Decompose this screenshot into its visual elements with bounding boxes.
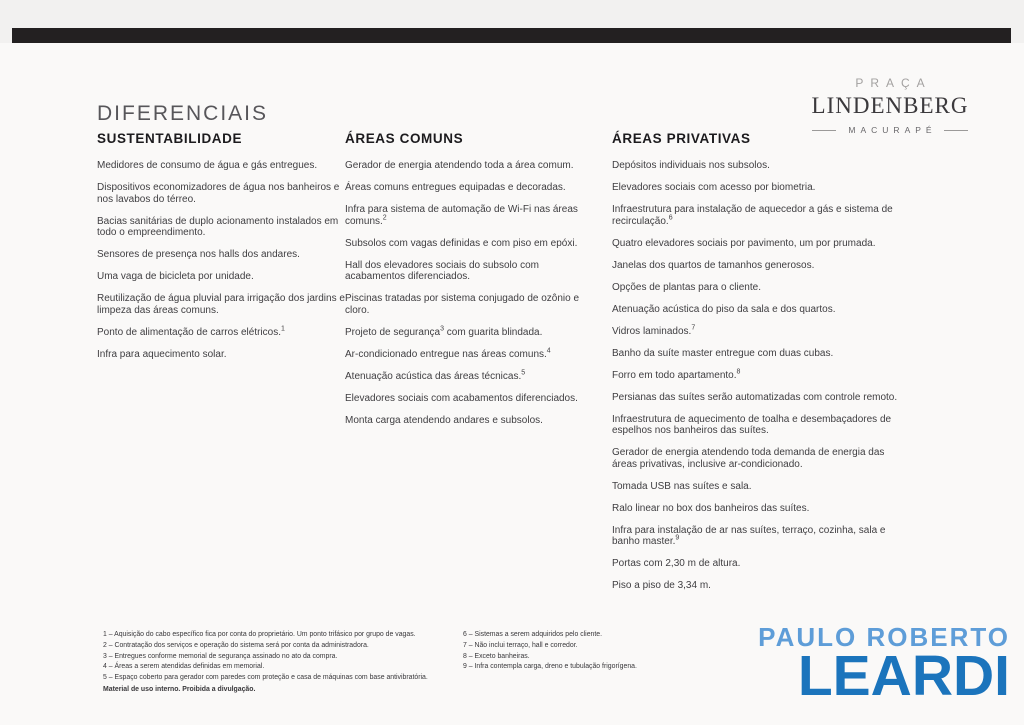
footnotes-right — [463, 630, 773, 673]
feature-item: Banho da suíte master entregue com duas cubas. — [612, 347, 834, 359]
feature-item: Elevadores sociais com acabamentos diferenciados. — [345, 392, 578, 404]
feature-item: Quatro elevadores sociais por pavimento, um por prumada. — [612, 237, 876, 249]
column-heading-areas-comuns: ÁREAS COMUNS — [345, 131, 464, 146]
feature-item: Hall dos elevadores sociais do subsolo com acabamentos diferenciados. — [345, 259, 539, 282]
footnote-line: 5 – Espaço coberto para gerador com paredes com proteção e casa de máquinas com base antivibratória. — [103, 674, 428, 682]
feature-item: Ar-condicionado entregue nas áreas comuns.$^4$ — [345, 347, 551, 360]
footnote-line: 2 – Contratação dos serviços e operação do sistema será por conta da administradora. — [103, 641, 369, 649]
feature-item: Projeto de segurança$^3$ com guarita blindada. — [345, 325, 543, 338]
feature-item: Vidros laminados.$^7$ — [612, 324, 696, 337]
leardi-logo-line2: LEARDI — [797, 644, 1010, 708]
footnote-line: 4 – Áreas a serem atendidas definidas em memorial. — [103, 663, 265, 671]
feature-item: Infraestrutura para instalação de aquecedor a gás e sistema de recirculação.$^6$ — [612, 204, 893, 227]
feature-item: Uma vaga de bicicleta por unidade. — [97, 271, 254, 282]
feature-list-areas-privativas — [612, 160, 902, 592]
lindenberg-logo-macurape: MACURAPÉ — [848, 125, 937, 135]
feature-item: Reutilização de água pluvial para irrigação dos jardins e limpeza das áreas comuns. — [97, 293, 345, 316]
feature-item: Elevadores sociais com acesso por biometria. — [612, 182, 816, 193]
leardi-logo-line1: PAULO ROBERTO — [758, 622, 1010, 652]
footnotes-right-lines — [463, 630, 773, 673]
feature-item: Gerador de energia atendendo toda a área comum. — [345, 160, 574, 171]
footnote-line: 1 – Aquisição do cabo específico fica por conta do proprietário. Um ponto trifásico por grupo de vagas. — [103, 631, 416, 638]
feature-item: Piso a piso de 3,34 m. — [612, 580, 711, 591]
feature-item: Ponto de alimentação de carros elétricos.$^1$ — [97, 325, 285, 338]
feature-item: Infra para sistema de automação de Wi-Fi nas áreas comuns.$^2$ — [345, 204, 578, 227]
feature-item: Gerador de energia atendendo toda demanda de energia das áreas privativas, inclusive ar-condicionado. — [612, 447, 885, 470]
lindenberg-logo — [806, 76, 974, 135]
feature-list-sustentabilidade — [97, 160, 349, 360]
leardi-logo — [758, 622, 1010, 708]
footnotes-left-lines — [103, 630, 468, 684]
footnote-line: 6 – Sistemas a serem adquiridos pelo cliente. — [463, 631, 603, 638]
internal-use-disclaimer: Material de uso interno. Proibida a divulgação. — [103, 685, 256, 693]
feature-item: Atenuação acústica do piso da sala e dos quartos. — [612, 303, 836, 315]
feature-item: Persianas das suítes serão automatizadas com controle remoto. — [612, 391, 898, 403]
column-heading-areas-privativas: ÁREAS PRIVATIVAS — [612, 131, 751, 146]
column-areas-comuns — [345, 131, 583, 437]
feature-item: Janelas dos quartos de tamanhos generosos. — [612, 259, 815, 271]
feature-item: Subsolos com vagas definidas e com piso em epóxi. — [345, 237, 578, 249]
feature-item: Dispositivos economizadores de água nos banheiros e nos lavabos do térreo. — [97, 182, 340, 205]
macurape-dash-right — [944, 130, 968, 131]
footnote-line: 8 – Exceto banheiras. — [463, 652, 530, 660]
lindenberg-logo-praca: PRAÇA — [855, 76, 932, 90]
feature-item: Portas com 2,30 m de altura. — [612, 558, 741, 569]
feature-item: Sensores de presença nos halls dos andares. — [97, 249, 300, 260]
feature-item: Forro em todo apartamento.$^8$ — [612, 368, 741, 381]
feature-item: Medidores de consumo de água e gás entregues. — [97, 160, 318, 171]
footnotes-left — [103, 630, 468, 696]
column-areas-privativas — [612, 131, 902, 602]
feature-item: Opções de plantas para o cliente. — [612, 281, 761, 293]
feature-item: Bacias sanitárias de duplo acionamento instalados em todo o empreendimento. — [97, 215, 339, 238]
feature-item: Infra para instalação de ar nas suítes, terraço, cozinha, sala e banho master.$^9$ — [612, 524, 886, 547]
lindenberg-logo-name: LINDENBERG — [811, 93, 969, 118]
top-black-bar — [12, 28, 1011, 43]
feature-item: Atenuação acústica das áreas técnicas.$^5$ — [345, 369, 526, 382]
feature-item: Infraestrutura de aquecimento de toalha e desembaçadores de espelhos nos banheiros das suítes. — [612, 413, 892, 436]
top-margin-band — [0, 0, 1024, 28]
footnote-line: 9 – Infra contempla carga, dreno e tubulação frigorígena. — [463, 663, 637, 671]
column-heading-sustentabilidade: SUSTENTABILIDADE — [97, 131, 243, 146]
feature-item: Ralo linear no box dos banheiros das suítes. — [612, 502, 810, 514]
footnote-line: 7 – Não inclui terraço, hall e corredor. — [463, 641, 578, 649]
page-title: DIFERENCIAIS — [97, 102, 269, 126]
feature-list-areas-comuns — [345, 160, 583, 426]
column-sustentabilidade — [97, 131, 349, 371]
feature-item: Áreas comuns entregues equipadas e decoradas. — [345, 182, 566, 193]
feature-item: Monta carga atendendo andares e subsolos. — [345, 414, 543, 426]
feature-item: Infra para aquecimento solar. — [97, 348, 227, 360]
footnote-line: 3 – Entregues conforme memorial de segurança assinado no ato da compra. — [103, 652, 338, 660]
feature-item: Piscinas tratadas por sistema conjugado de ozônio e cloro. — [345, 293, 580, 316]
feature-item: Tomada USB nas suítes e sala. — [612, 480, 752, 492]
feature-item: Depósitos individuais nos subsolos. — [612, 160, 770, 171]
